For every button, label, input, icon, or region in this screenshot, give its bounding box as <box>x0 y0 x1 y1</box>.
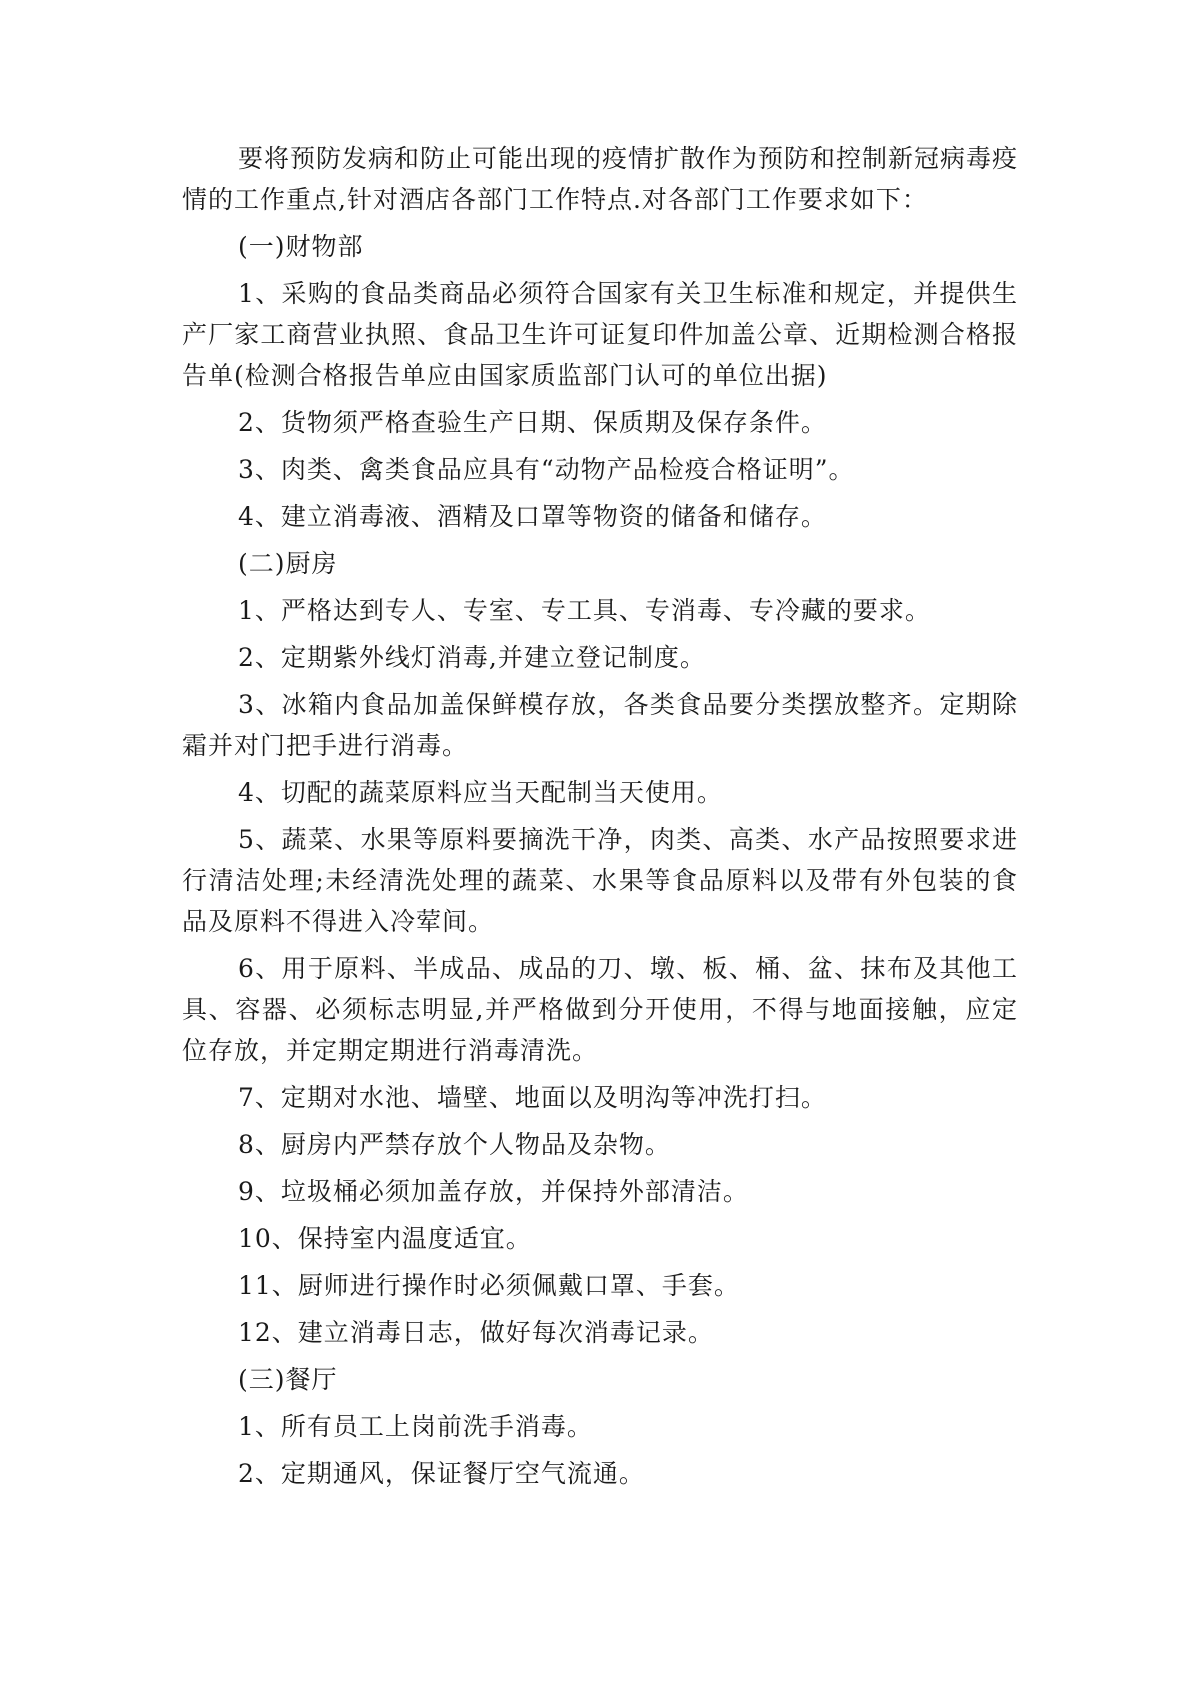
kitchen-item-1: 1、严格达到专人、专室、专工具、专消毒、专冷藏的要求。 <box>238 596 931 625</box>
kitchen-item-9: 9、垃圾桶必须加盖存放，并保持外部清洁。 <box>238 1177 749 1206</box>
intro-paragraph: 要将预防发病和防止可能出现的疫情扩散作为预防和控制新冠病毒疫情的工作重点,针对酒店各部门工作特点.对各部门工作要求如下： <box>182 144 1019 214</box>
kitchen-item-2: 2、定期紫外线灯消毒,并建立登记制度。 <box>238 643 706 672</box>
finance-item-3: 3、肉类、禽类食品应具有“动物产品检疫合格证明”。 <box>238 455 855 484</box>
kitchen-item-7: 7、定期对水池、墙壁、地面以及明沟等冲洗打扫。 <box>238 1083 827 1112</box>
kitchen-item-8: 8、厨房内严禁存放个人物品及杂物。 <box>238 1130 671 1159</box>
kitchen-item-4: 4、切配的蔬菜原料应当天配制当天使用。 <box>238 778 723 807</box>
finance-item-4: 4、建立消毒液、酒精及口罩等物资的储备和储存。 <box>238 502 827 531</box>
restaurant-item-2: 2、定期通风，保证餐厅空气流通。 <box>238 1459 645 1488</box>
kitchen-item-10: 10、保持室内温度适宜。 <box>238 1224 532 1253</box>
section-heading-kitchen: (二)厨房 <box>238 549 338 578</box>
kitchen-item-11: 11、厨师进行操作时必须佩戴口罩、手套。 <box>238 1271 740 1300</box>
finance-item-1: 1、采购的食品类商品必须符合国家有关卫生标准和规定，并提供生产厂家工商营业执照、食品卫生许可证复印件加盖公章、近期检测合格报告单(检测合格报告单应由国家质监部门认可的单位出据) <box>182 279 1018 390</box>
section-heading-finance: (一)财物部 <box>238 232 364 261</box>
kitchen-item-3: 3、冰箱内食品加盖保鲜模存放，各类食品要分类摆放整齐。定期除霜并对门把手进行消毒。 <box>182 690 1018 760</box>
section-heading-restaurant: (三)餐厅 <box>238 1365 338 1394</box>
finance-item-2: 2、货物须严格查验生产日期、保质期及保存条件。 <box>238 408 827 437</box>
kitchen-item-5: 5、蔬菜、水果等原料要摘洗干净，肉类、高类、水产品按照要求进行清洁处理;未经清洗处理的蔬菜、水果等食品原料以及带有外包装的食品及原料不得进入冷荤间。 <box>182 825 1018 936</box>
document-body <box>182 138 1018 1500</box>
kitchen-item-6: 6、用于原料、半成品、成品的刀、墩、板、桶、盆、抹布及其他工具、容器、必须标志明显,并严格做到分开使用，不得与地面接触，应定位存放，并定期定期进行消毒清洗。 <box>182 954 1018 1065</box>
restaurant-item-1: 1、所有员工上岗前洗手消毒。 <box>238 1412 593 1441</box>
kitchen-item-12: 12、建立消毒日志，做好每次消毒记录。 <box>238 1318 714 1347</box>
